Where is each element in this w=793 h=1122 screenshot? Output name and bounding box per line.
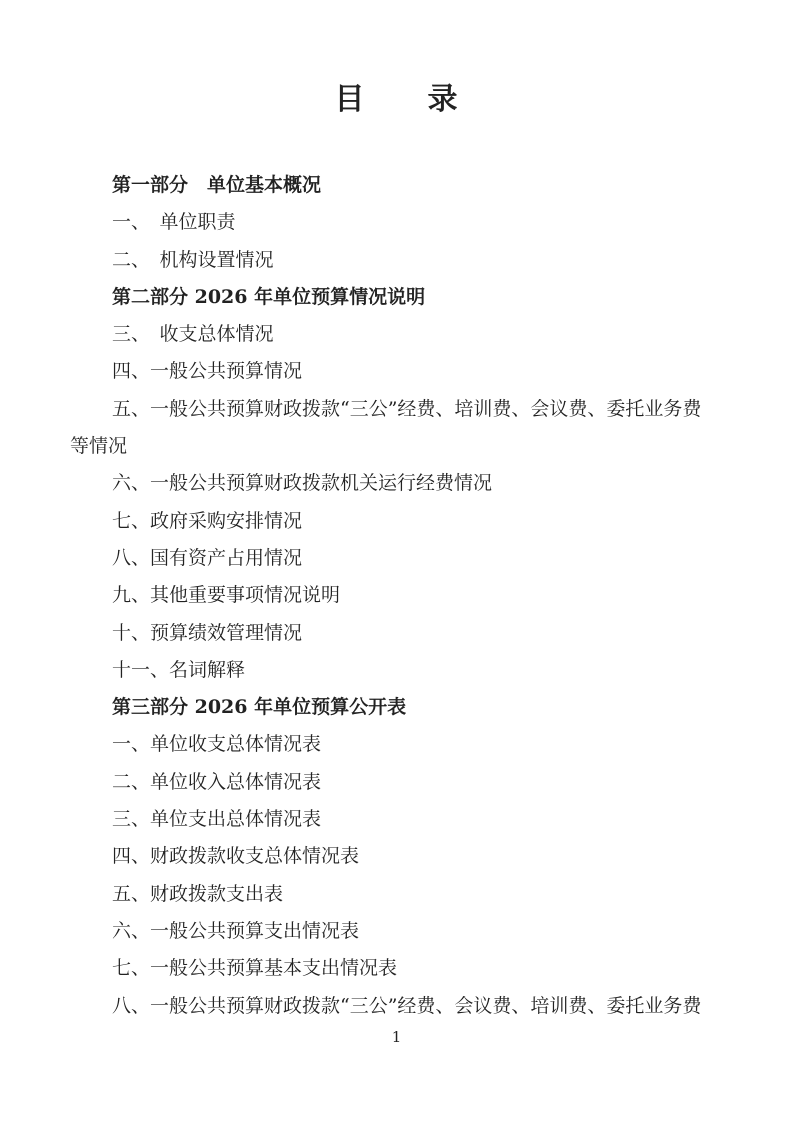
toc-entry: 六、一般公共预算财政拨款机关运行经费情况 <box>112 472 493 495</box>
toc-entry: 五、财政拨款支出表 <box>112 882 284 905</box>
toc-entry: 四、一般公共预算情况 <box>112 360 303 383</box>
toc-entry: 二、 机构设置情况 <box>112 248 274 271</box>
page-number: 1 <box>391 1027 402 1046</box>
toc-entry: 七、一般公共预算基本支出情况表 <box>112 957 398 980</box>
toc-entry: 四、财政拨款收支总体情况表 <box>112 845 360 868</box>
page-title: 目 录 <box>334 82 459 117</box>
toc-entry: 等情况 <box>70 435 128 458</box>
toc-entry: 二、单位收入总体情况表 <box>112 770 322 793</box>
toc-entry: 三、 收支总体情况 <box>112 323 274 346</box>
toc-section-heading: 第二部分 2026 年单位预算情况说明 <box>112 285 426 308</box>
toc-section-heading: 第三部分 2026 年单位预算公开表 <box>112 696 407 719</box>
toc-entry: 三、单位支出总体情况表 <box>112 808 322 831</box>
toc-entry: 六、一般公共预算支出情况表 <box>112 919 360 942</box>
toc-entry: 五、一般公共预算财政拨款“三公”经费、培训费、会议费、委托业务费 <box>112 397 702 420</box>
toc-entry: 一、单位收支总体情况表 <box>112 733 322 756</box>
toc-entry: 八、国有资产占用情况 <box>112 546 303 569</box>
toc-entry: 十一、名词解释 <box>112 658 246 681</box>
toc-entry: 一、 单位职责 <box>112 211 236 234</box>
toc-list <box>70 167 723 1025</box>
toc-section-heading: 第一部分 单位基本概况 <box>112 174 322 196</box>
toc-entry: 七、政府采购安排情况 <box>112 509 303 532</box>
toc-entry: 十、预算绩效管理情况 <box>112 621 303 644</box>
toc-entry: 九、其他重要事项情况说明 <box>112 584 341 607</box>
toc-entry: 八、一般公共预算财政拨款“三公”经费、会议费、培训费、委托业务费 <box>112 994 702 1017</box>
